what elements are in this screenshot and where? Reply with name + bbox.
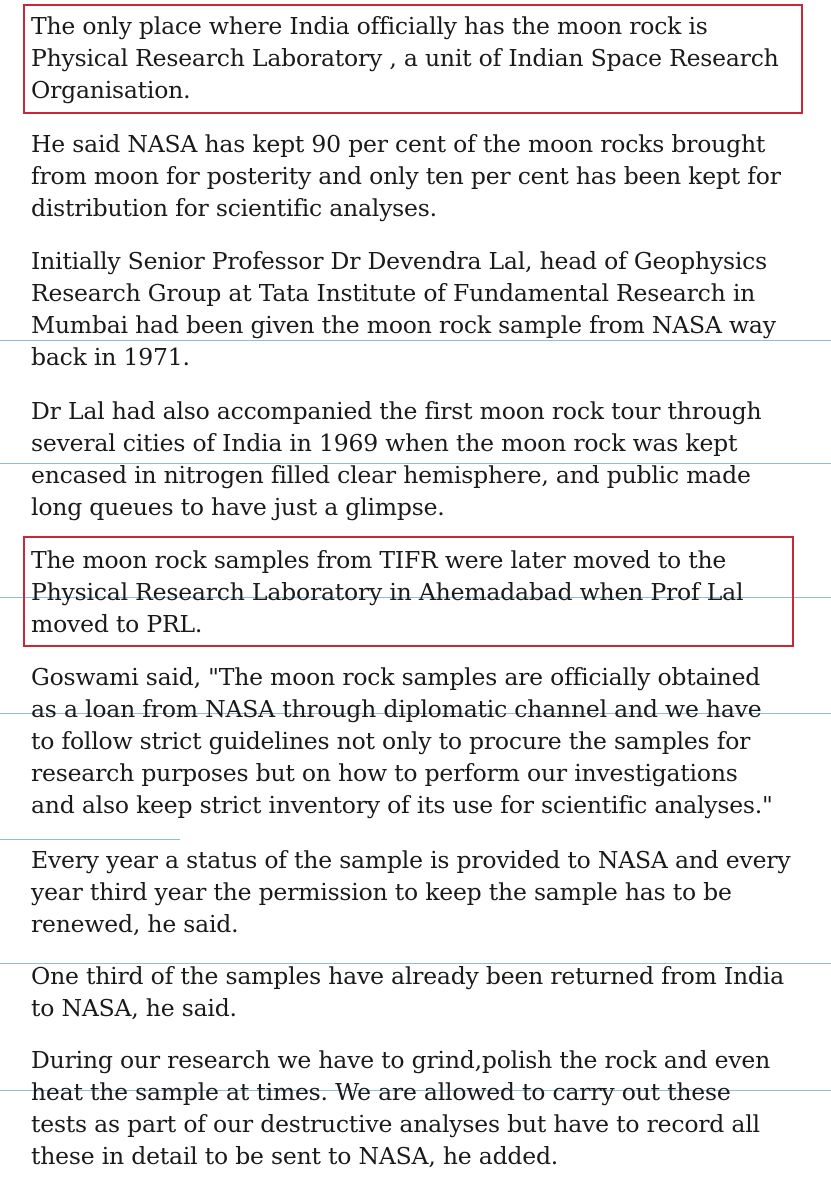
paragraph-line: Physical Research Laboratory , a unit of Indian Space Research [31, 44, 779, 72]
paragraph-line: Mumbai had been given the moon rock sample from NASA way [31, 311, 776, 339]
paragraph-line: moved to PRL. [31, 610, 203, 638]
paragraph-line: Organisation. [31, 76, 191, 104]
paragraph-line: tests as part of our destructive analyses but have to record all [31, 1110, 760, 1138]
paragraph-line: Research Group at Tata Institute of Fundamental Research in [31, 279, 756, 307]
paragraph-1 [31, 10, 779, 106]
paragraph-line: and also keep strict inventory of its use for scientific analyses." [31, 791, 773, 819]
paragraph-line: During our research we have to grind,polish the rock and even [31, 1046, 771, 1074]
paragraph-line: One third of the samples have already been returned from India [31, 962, 784, 990]
paragraph-line: The moon rock samples from TIFR were later moved to the [31, 546, 727, 574]
paragraph-line: year third year the permission to keep the sample has to be [31, 878, 732, 906]
paragraph-line: to follow strict guidelines not only to procure the samples for [31, 727, 751, 755]
paragraph-8 [31, 960, 784, 1024]
paragraph-2 [31, 128, 781, 224]
paragraph-4 [31, 395, 761, 523]
paragraph-3 [31, 245, 776, 373]
paragraph-line: He said NASA has kept 90 per cent of the moon rocks brought [31, 130, 766, 158]
paragraph-line: Goswami said, "The moon rock samples are officially obtained [31, 663, 761, 691]
paragraph-7 [31, 844, 790, 940]
paragraph-line: Dr Lal had also accompanied the first moon rock tour through [31, 397, 762, 425]
paragraph-6 [31, 661, 773, 821]
paragraph-line: distribution for scientific analyses. [31, 194, 437, 222]
paragraph-line: several cities of India in 1969 when the moon rock was kept [31, 429, 738, 457]
paragraph-line: from moon for posterity and only ten per cent has been kept for [31, 162, 781, 190]
paragraph-line: research purposes but on how to perform our investigations [31, 759, 738, 787]
guide-rule [0, 839, 180, 840]
paragraph-line: these in detail to be sent to NASA, he added. [31, 1142, 559, 1170]
paragraph-line: Every year a status of the sample is provided to NASA and every [31, 846, 791, 874]
paragraph-line: back in 1971. [31, 343, 190, 371]
paragraph-9 [31, 1044, 770, 1172]
paragraph-line: The only place where India officially has the moon rock is [31, 12, 708, 40]
paragraph-5 [31, 544, 743, 640]
paragraph-line: Initially Senior Professor Dr Devendra Lal, head of Geophysics [31, 247, 767, 275]
paragraph-line: to NASA, he said. [31, 994, 237, 1022]
paragraph-line: long queues to have just a glimpse. [31, 493, 445, 521]
paragraph-line: heat the sample at times. We are allowed to carry out these [31, 1078, 731, 1106]
paragraph-line: encased in nitrogen filled clear hemisphere, and public made [31, 461, 751, 489]
paragraph-line: as a loan from NASA through diplomatic channel and we have [31, 695, 762, 723]
paragraph-line: Physical Research Laboratory in Ahemadabad when Prof Lal [31, 578, 744, 606]
paragraph-line: renewed, he said. [31, 910, 239, 938]
